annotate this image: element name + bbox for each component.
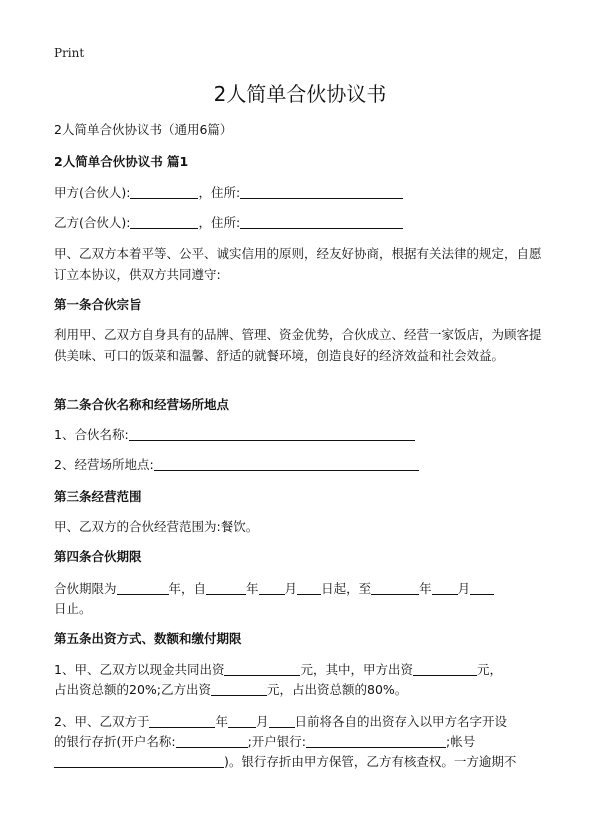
party-b-name-blank	[130, 214, 198, 229]
deposit-text: 年	[215, 714, 228, 729]
capital-text: 元，占出资总额的80%。	[267, 682, 408, 697]
deposit-line-1	[54, 711, 554, 732]
end-month-blank	[432, 580, 458, 595]
term-text: 合伙期限为	[54, 581, 117, 596]
party-b-sep: ，住所:	[198, 215, 241, 230]
section-title: 2人简单合伙协议书 篇1	[54, 154, 189, 169]
deposit-line-2	[54, 731, 554, 752]
document-subtitle: 2人简单合伙协议书（通用6篇）	[54, 122, 233, 137]
article-3-heading: 第三条经营范围	[54, 489, 142, 504]
partnership-name-blank	[129, 426, 415, 441]
business-place-label: 2、经营场所地点:	[54, 457, 154, 472]
party-b-line	[54, 212, 554, 233]
article-2-heading: 第二条合伙名称和经营场所地点	[54, 397, 230, 412]
article-4-heading: 第四条合伙期限	[54, 549, 142, 564]
deposit-year-blank	[149, 713, 215, 728]
deposit-text: ;开户银行:	[247, 734, 307, 749]
party-a-line	[54, 182, 554, 203]
business-place-line	[54, 454, 554, 475]
deposit-text: 的银行存折(开户名称:	[54, 734, 176, 749]
term-text: 月	[284, 581, 298, 596]
deposit-text: )。银行存折由甲方保管，乙方有核查权。一方逾期不	[224, 754, 517, 769]
start-day-blank	[297, 580, 321, 595]
article-3-text: 甲、乙双方的合伙经营范围为:餐饮。	[54, 519, 259, 534]
term-text: 年	[246, 581, 259, 596]
document-title: 2人简单合伙协议书	[213, 82, 387, 106]
article-1-text: 利用甲、乙双方自身具有的品牌、管理、资金优势，合伙成立、经营一家饭店，为顾客提供美味、可口的饭菜和温馨、舒适的就餐环境，创造良好的经济效益和社会效益。	[54, 327, 542, 363]
capital-line-2	[54, 679, 554, 700]
term-end-line: 日止。	[54, 601, 92, 616]
party-b-capital-blank	[211, 681, 267, 696]
term-line	[54, 578, 554, 599]
deposit-month-blank	[228, 713, 256, 728]
term-text: 年，自	[168, 581, 207, 596]
account-name-blank	[176, 733, 248, 748]
total-capital-blank	[224, 661, 300, 676]
party-b-address-blank	[240, 214, 403, 229]
party-a-sep: ，住所:	[198, 185, 241, 200]
end-year-blank	[371, 580, 419, 595]
capital-text: 1、甲、乙双方以现金共同出资	[54, 662, 225, 677]
account-number-blank	[54, 753, 224, 768]
article-1-heading: 第一条合伙宗旨	[54, 297, 142, 312]
partnership-name-label: 1、合伙名称:	[54, 427, 129, 442]
term-years-blank	[117, 580, 169, 595]
term-text: 日起，至	[321, 581, 372, 596]
capital-line-1	[54, 659, 554, 680]
capital-text: 占出资总额的20%;乙方出资	[54, 682, 211, 697]
start-month-blank	[259, 580, 285, 595]
intro-paragraph: 甲、乙双方本着平等、公平、诚实信用的原则，经友好协商，根据有关法律的规定，自愿订立本协议，供双方共同遵守:	[54, 246, 542, 282]
deposit-text: 2、甲、乙双方于	[54, 714, 150, 729]
partnership-name-line	[54, 424, 554, 445]
start-year-blank	[206, 580, 246, 595]
end-day-blank	[470, 580, 494, 595]
deposit-text: 日前将各自的出资存入以甲方名字开设	[294, 714, 508, 729]
party-a-address-blank	[240, 184, 403, 199]
capital-text: 元，其中，甲方出资	[300, 662, 413, 677]
deposit-text: 月	[255, 714, 269, 729]
term-text: 年	[419, 581, 432, 596]
business-place-blank	[154, 456, 419, 471]
party-b-label: 乙方(合伙人):	[54, 215, 131, 230]
article-5-heading: 第五条出资方式、数额和缴付期限	[54, 631, 242, 646]
party-a-label: 甲方(合伙人):	[54, 185, 131, 200]
party-a-name-blank	[130, 184, 198, 199]
bank-blank	[306, 733, 446, 748]
deposit-day-blank	[269, 713, 295, 728]
deposit-text: ;帐号	[446, 734, 476, 749]
term-text: 月	[457, 581, 471, 596]
deposit-line-3	[54, 751, 554, 772]
print-label: Print	[54, 46, 85, 60]
capital-text: 元，	[476, 662, 502, 677]
party-a-capital-blank	[413, 661, 477, 676]
